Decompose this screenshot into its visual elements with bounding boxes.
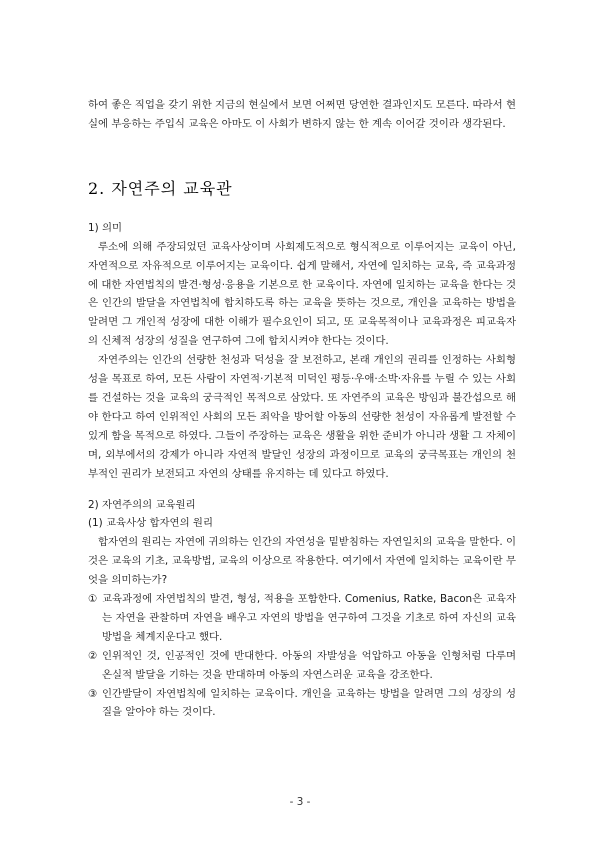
list-item-text: 교육과정에 자연법칙의 발견, 형성, 적용을 포함한다. Comenius, Ratke, Bacon은 교육자는 자연을 관찰하며 자연을 배우고 자연의 방법을 연구하여 그것을 기초로 하여 자신의 교육방법을 체계지운다고 했다. xyxy=(102,593,516,643)
intro-paragraph: 하여 좋은 직업을 갖기 위한 지금의 현실에서 보면 어쩌면 당연한 결과인지도 모른다. 따라서 현실에 부응하는 주입식 교육은 아마도 이 사회가 변하지 않는 한 계속 이어갈 것이라 생각된다. xyxy=(88,99,516,130)
subsection-2-subtitle: (1) 교육사상 합자연의 원리 xyxy=(88,517,213,530)
list-marker: ③ xyxy=(88,687,98,700)
list-item xyxy=(88,685,516,723)
list-item xyxy=(88,647,516,685)
page-number: - 3 - xyxy=(289,796,311,808)
subsection-1-title: 1) 의미 xyxy=(88,221,123,234)
subsection-1-paragraph-1: 루소에 의해 주장되었던 교육사상이며 사회제도적으로 형식적으로 이루어지는 교육이 아닌, 자연적으로 자유적으로 이루어지는 교육이다. 쉽게 말해서, 자연에 일치하는 교육, 즉 교육과정에 대한 자연법칙의 발견·형성·응용을 기본으로 한 교육이다. 자연에 일치하는 교육을 한다는 것은 인간의 발달을 자연법칙에 합치하도록 하는 교육을 뜻하는 것으로, 개인을 교육하는 방법을 알려면 그 개인적 성장에 대한 이해가 필수요인이 되고, 또 교육목적이나 교육과정은 피교육자의 신체적 성장의 성질을 연구하여 그에 합치시켜야 한다는 것이다. xyxy=(88,240,516,348)
list-item-text: 인위적인 것, 인공적인 것에 반대한다. 아동의 자발성을 억압하고 아동을 인형처럼 다루며 온실적 발달을 기하는 것을 반대하며 아동의 자연스러운 교육을 강조한다. xyxy=(102,649,516,681)
section-heading: 2. 자연주의 교육관 xyxy=(88,178,233,198)
list-item xyxy=(88,590,516,647)
list-item-text: 인간발달이 자연법칙에 일치하는 교육이다. 개인을 교육하는 방법을 알려면 그의 성장의 성질을 알아야 하는 것이다. xyxy=(102,687,516,719)
page-content xyxy=(88,96,516,722)
list-marker: ② xyxy=(88,649,98,662)
list-marker: ① xyxy=(88,593,98,606)
subsection-2-title: 2) 자연주의의 교육원리 xyxy=(88,498,196,511)
principle-list xyxy=(88,590,516,722)
subsection-1-paragraph-2: 자연주의는 인간의 선량한 천성과 덕성을 잘 보전하고, 본래 개인의 권리를 인정하는 사회형성을 목표로 하여, 모든 사람이 자연적·기본적 미덕인 평등·우애·소박·자유를 누릴 수 있는 사회를 건설하는 것을 교육의 궁극적인 목적으로 삼았다. 또 자연주의 교육은 방임과 불간섭으로 해야 한다고 하여 인위적인 사회의 모든 죄악을 방어할 아동의 선량한 천성이 자유롭게 발전할 수 있게 함을 목적으로 하였다. 그들이 주장하는 교육은 생활을 위한 준비가 아니라 생활 그 자체이며, 외부에서의 강제가 아니라 자연적 발달인 성장의 과정이므로 교육의 궁극목표는 개인의 천부적인 권리가 보전되고 자연의 상태를 유지하는 데 있다고 하였다. xyxy=(88,354,516,480)
subsection-2-paragraph: 합자연의 원리는 자연에 귀의하는 인간의 자연성을 밑받침하는 자연일치의 교육을 말한다. 이것은 교육의 기초, 교육방법, 교육의 이상으로 작용한다. 여기에서 자연에 일치하는 교육이란 무엇을 의미하는가? xyxy=(88,536,516,587)
